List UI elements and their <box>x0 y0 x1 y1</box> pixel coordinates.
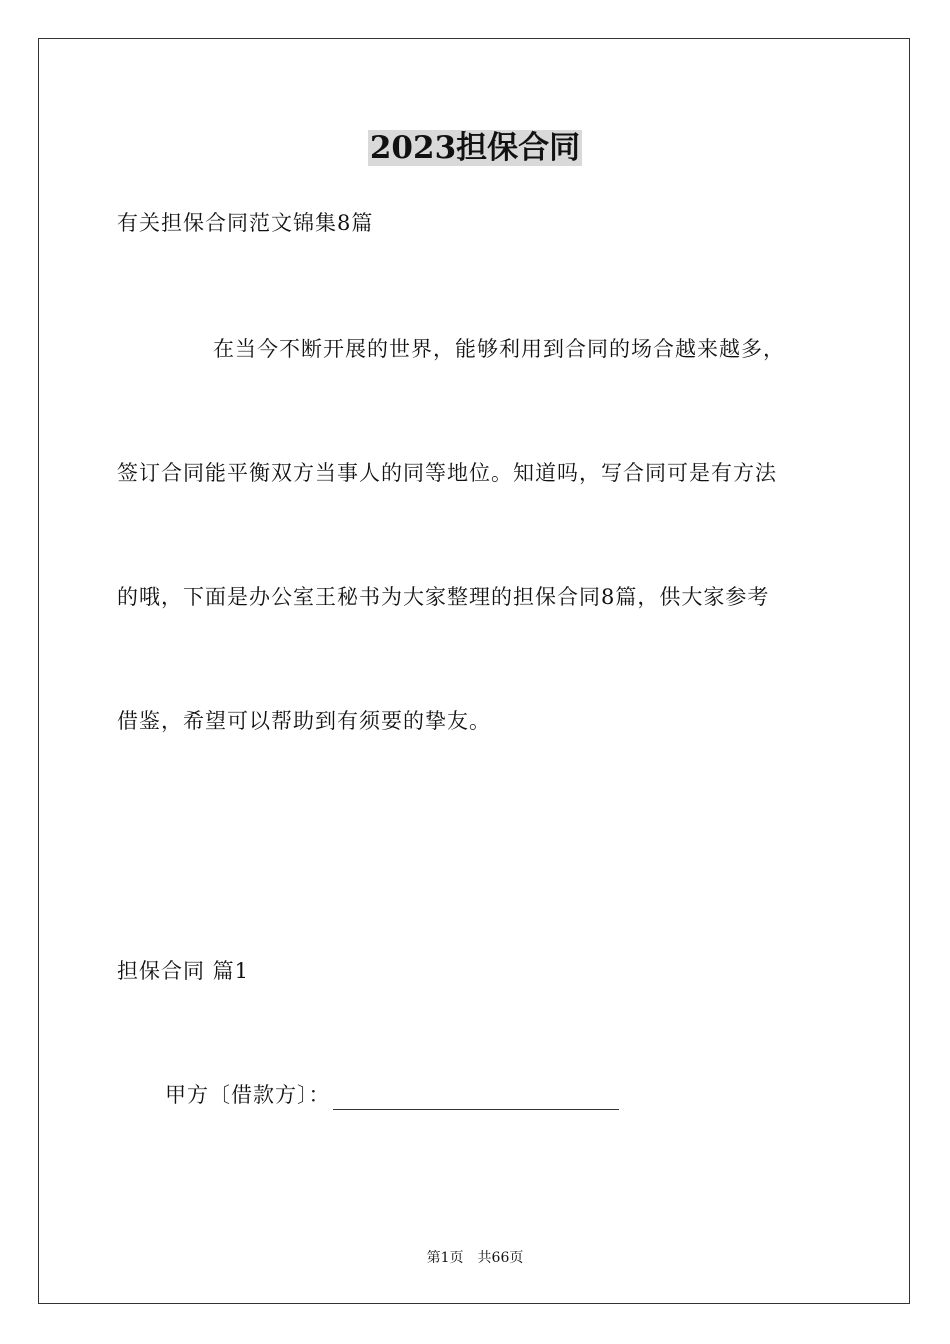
intro-line-2: 签订合同能平衡双方当事人的同等地位。知道吗，写合同可是有方法 <box>117 461 777 485</box>
party-a-blank-field <box>333 1087 619 1110</box>
section-heading: 担保合同 篇1 <box>117 959 250 983</box>
intro-line-4: 借鉴，希望可以帮助到有须要的挚友。 <box>117 709 491 733</box>
party-a-row <box>165 1080 619 1110</box>
page-footer <box>0 1248 950 1268</box>
page-total: 共66页 <box>477 1250 524 1266</box>
intro-line-3: 的哦，下面是办公室王秘书为大家整理的担保合同8篇，供大家参考 <box>117 585 770 609</box>
document-subtitle: 有关担保合同范文锦集8篇 <box>117 211 374 235</box>
page-number: 第1页 <box>426 1250 464 1266</box>
intro-line-1: 在当今不断开展的世界，能够利用到合同的场合越来越多， <box>213 337 785 361</box>
document-title-text: 2023担保合同 <box>369 130 581 166</box>
document-title <box>0 126 950 170</box>
party-a-label: 甲方〔借款方〕： <box>165 1083 331 1107</box>
